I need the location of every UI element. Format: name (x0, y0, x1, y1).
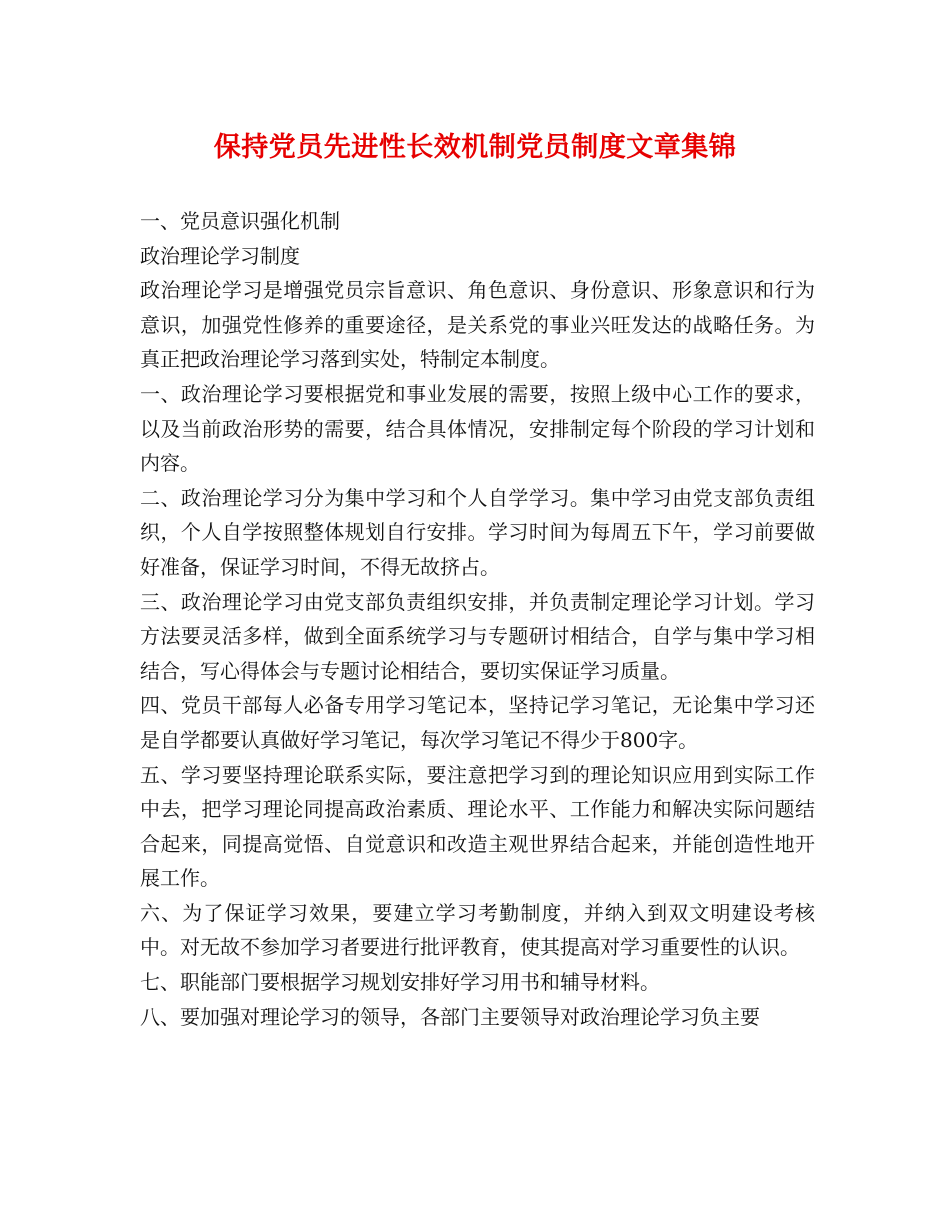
clause-7: 七、职能部门要根据学习规划安排好学习用书和辅导材料。 (140, 970, 660, 995)
clause-5: 五、学习要坚持理论联系实际，要注意把学习到的理论知识应用到实际工作中去，把学习理论同提高政治素质、理论水平、工作能力和解决实际问题结合起来，同提高觉悟、自觉意识和改造主观世界结合起来，并能创造性地开展工作。 (140, 762, 815, 891)
section-heading: 一、党员意识强化机制 (140, 209, 340, 233)
document-body (140, 204, 815, 1034)
clause-3: 三、政治理论学习由党支部负责组织安排，并负责制定理论学习计划。学习方法要灵活多样，做到全面系统学习与专题研讨相结合，自学与集中学习相结合，写心得体会与专题讨论相结合，要切实保证学习质量。 (140, 589, 815, 683)
subsection-heading: 政治理论学习制度 (140, 243, 300, 268)
intro-paragraph: 政治理论学习是增强党员宗旨意识、角色意识、身份意识、形象意识和行为意识，加强党性修养的重要途径，是关系党的事业兴旺发达的战略任务。为真正把政治理论学习落到实处，特制定本制度。 (140, 278, 815, 372)
clause-2: 二、政治理论学习分为集中学习和个人自学学习。集中学习由党支部负责组织，个人自学按照整体规划自行安排。学习时间为每周五下午，学习前要做好准备，保证学习时间，不得无故挤占。 (140, 485, 815, 579)
clause-4: 四、党员干部每人必备专用学习笔记本，坚持记学习笔记，无论集中学习还是自学都要认真做好学习笔记，每次学习笔记不得少于800字。 (140, 693, 815, 752)
clause-1: 一、政治理论学习要根据党和事业发展的需要，按照上级中心工作的要求，以及当前政治形势的需要，结合具体情况，安排制定每个阶段的学习计划和内容。 (140, 381, 815, 476)
document-title: 保持党员先进性长效机制党员制度文章集锦 (213, 132, 737, 163)
clause-6: 六、为了保证学习效果，要建立学习考勤制度，并纳入到双文明建设考核中。对无故不参加学习者要进行批评教育，使其提高对学习重要性的认识。 (140, 900, 815, 960)
clause-8: 八、要加强对理论学习的领导，各部门主要领导对政治理论学习负主要 (140, 1004, 760, 1029)
